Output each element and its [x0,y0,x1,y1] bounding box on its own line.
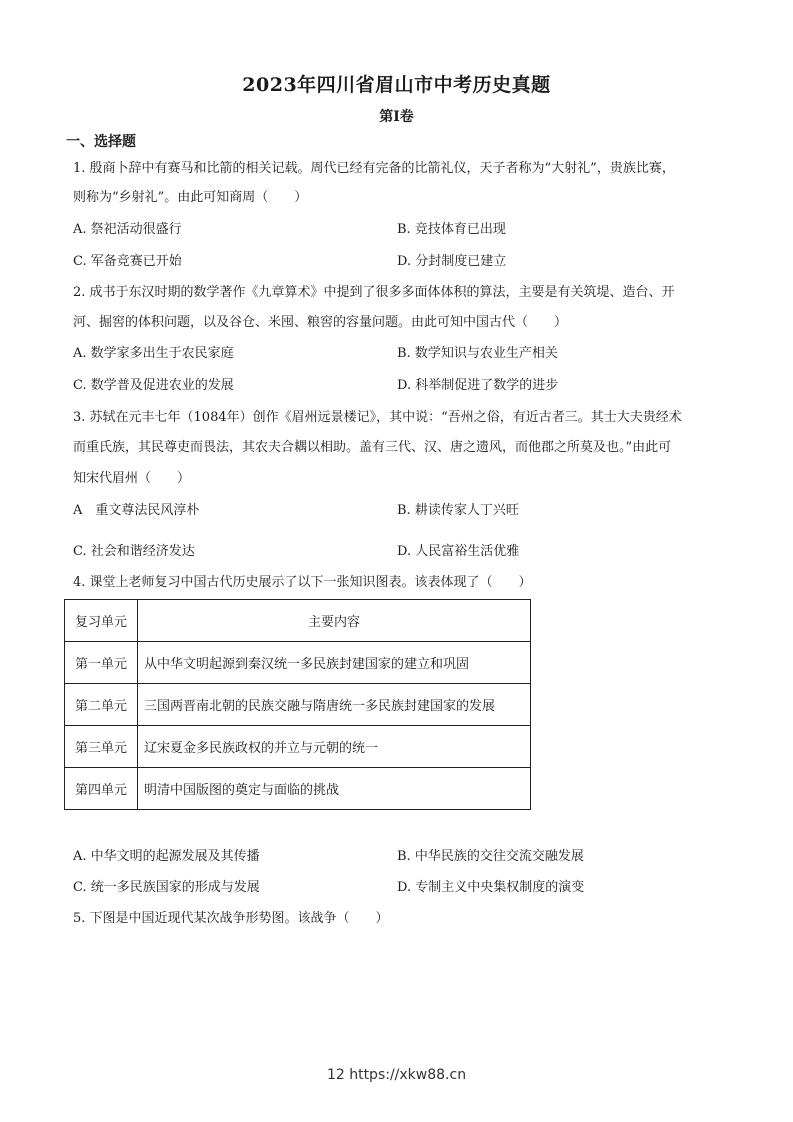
q2-option-a: A. 数学家多出生于农民家庭 [73,346,234,361]
q3-option-a: A 重文尊法民风淳朴 [73,503,200,518]
table-cell-unit: 第一单元 [65,642,138,684]
q3-option-c: C. 社会和谐经济发达 [73,544,195,559]
q4-option-d: D. 专制主义中央集权制度的演变 [397,880,585,895]
q4-option-a: A. 中华文明的起源发展及其传播 [73,849,260,864]
q1-line-2: 则称为“乡射礼”。由此可知商周（ ） [73,190,308,205]
q4-option-c: C. 统一多民族国家的形成与发展 [73,880,260,895]
table-cell-unit: 第二单元 [65,684,138,726]
q2-line-2: 河、掘窖的体积问题，以及谷仓、米囤、粮窖的容量问题。由此可知中国古代（ ） [73,315,568,330]
table-cell-unit: 第三单元 [65,726,138,768]
q1-option-a: A. 祭祀活动很盛行 [73,222,182,237]
q1-option-b: B. 竞技体育已出现 [397,222,506,237]
q1-line-1: 1. 殷商卜辞中有赛马和比箭的相关记载。周代已经有完备的比箭礼仪，天子者称为“大射礼”，贵族比赛， [73,161,675,176]
q2-line-1: 2. 成书于东汉时期的数学著作《九章算术》中提到了很多多面体体积的算法，主要是有关筑堤、造台、开 [73,285,675,300]
q3-option-d: D. 人民富裕生活优雅 [397,544,520,559]
table-cell-content: 从中华文明起源到秦汉统一多民族封建国家的建立和巩固 [138,642,531,684]
q3-option-b: B. 耕读传家人丁兴旺 [397,503,519,518]
table-cell-content: 辽宋夏金多民族政权的并立与元朝的统一 [138,726,531,768]
table-row [65,684,531,726]
section-heading: 一、选择题 [66,134,136,150]
table-header-unit: 复习单元 [65,600,138,642]
page-title: 2023年四川省眉山市中考历史真题 [242,74,551,96]
q3-line-2: 而重氏族，其民尊吏而畏法，其农夫合耦以相助。盖有三代、汉、唐之遗风，而他郡之所莫及也。”由此可 [73,440,672,455]
table-header-row [65,600,531,642]
q5-line-1: 5. 下图是中国近现代某次战争形势图。该战争（ ） [73,911,389,926]
q2-option-d: D. 科举制促进了数学的进步 [397,378,559,393]
volume-subtitle: 第I卷 [379,109,414,125]
table-row [65,768,531,810]
table-cell-unit: 第四单元 [65,768,138,810]
q1-option-d: D. 分封制度已建立 [397,254,507,269]
q3-line-3: 知宋代眉州（ ） [73,471,191,486]
review-table [64,599,531,810]
table-cell-content: 明清中国版图的奠定与面临的挑战 [138,768,531,810]
page-footer: 12 https://xkw88.cn [326,1067,467,1083]
table-header-content: 主要内容 [138,600,531,642]
table-row [65,642,531,684]
q4-option-b: B. 中华民族的交往交流交融发展 [397,849,584,864]
q4-line-1: 4. 课堂上老师复习中国古代历史展示了以下一张知识图表。该表体现了（ ） [73,575,532,590]
table-cell-content: 三国两晋南北朝的民族交融与隋唐统一多民族封建国家的发展 [138,684,531,726]
table-row [65,726,531,768]
q1-option-c: C. 军备竞赛已开始 [73,254,182,269]
q2-option-c: C. 数学普及促进农业的发展 [73,378,234,393]
q2-option-b: B. 数学知识与农业生产相关 [397,346,558,361]
q3-line-1: 3. 苏轼在元丰七年（1084年）创作《眉州远景楼记》，其中说：“吾州之俗，有近古者三。其士大夫贵经术 [73,410,682,425]
